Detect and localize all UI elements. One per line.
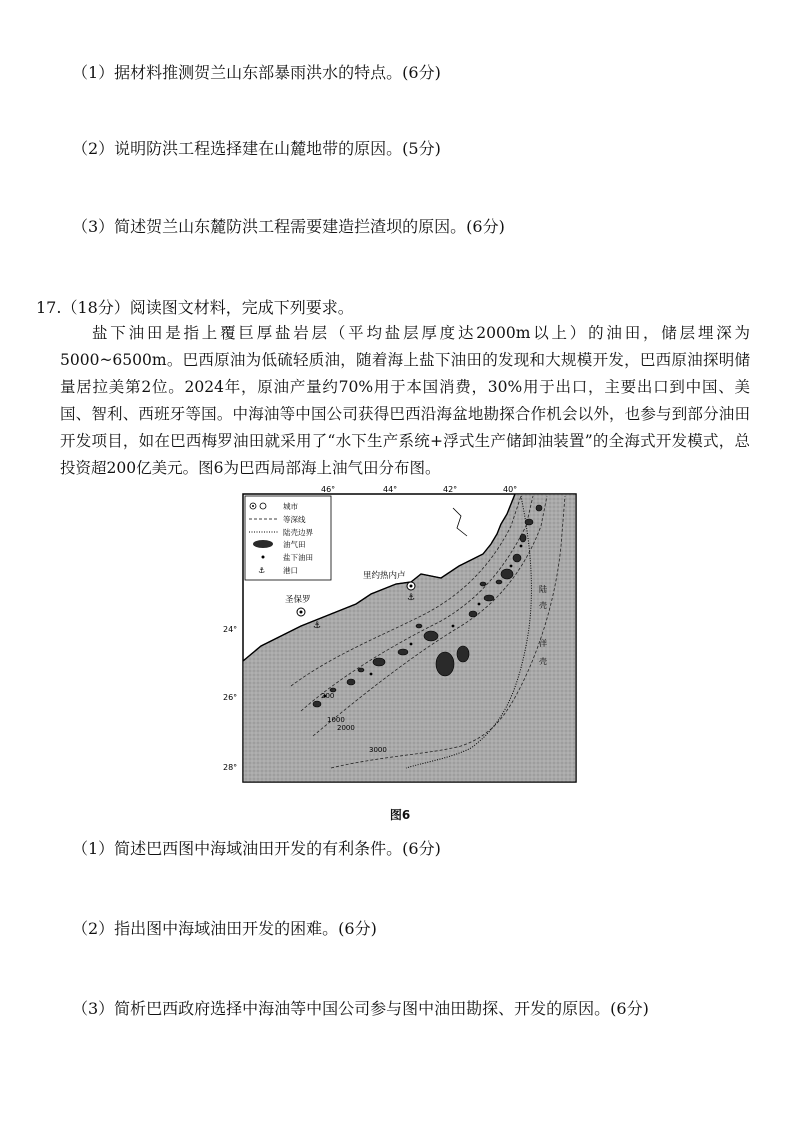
question-16-1: （1）据材料推测贺兰山东部暴雨洪水的特点。(6分)	[72, 63, 441, 82]
question-17-heading: 17.（18分）阅读图文材料，完成下列要求。	[36, 298, 354, 317]
contour-label-3000: 3000	[369, 746, 387, 754]
legend-oilfield: 油气田	[283, 540, 306, 549]
lon-label-46: 46°	[321, 486, 336, 494]
port-anchor-icon: ⚓	[407, 593, 416, 603]
question-17-3: （3）简析巴西政府选择中海油等中国公司参与图中油田勘探、开发的原因。(6分)	[72, 999, 649, 1018]
figure-6-map	[221, 486, 581, 788]
contour-label-200: 200	[321, 692, 335, 700]
lon-label-42: 42°	[443, 486, 458, 494]
crust-label-2: 壳	[539, 601, 547, 610]
legend	[245, 496, 331, 580]
legend-contour: 等深线	[283, 515, 306, 524]
question-16-2: （2）说明防洪工程选择建在山麓地带的原因。(5分)	[72, 139, 441, 158]
lon-label-40: 40°	[503, 486, 518, 494]
crust-label-1: 陆	[539, 585, 547, 594]
lat-label-28: 28°	[223, 763, 238, 772]
question-16-3: （3）简述贺兰山东麓防洪工程需要建造拦渣坝的原因。(6分)	[72, 217, 505, 236]
city-saopaulo-label: 圣保罗	[285, 595, 311, 605]
anchor-icon: ⚓	[258, 566, 266, 575]
legend-city: 城市	[283, 502, 298, 511]
lon-label-44: 44°	[383, 486, 398, 494]
question-17-2: （2）指出图中海域油田开发的困难。(6分)	[72, 919, 377, 938]
question-17-material: 盐下油田是指上覆巨厚盐岩层（平均盐层厚度达2000m以上）的油田，储层埋深为5000~6500m。巴西原油为低硫轻质油，随着海上盐下油田的发现和大规模开发，巴西原油探明储量居拉美第2位。2024年，原油产量约70%用于本国消费，30%用于出口，主要出口到中国、美国、智利、西班牙等国。中海油等中国公司获得巴西沿海盆地勘探合作机会以外，也参与到部分油田开发项目，如在巴西梅罗油田就采用了“水下生产系统+浮式生产储卸油装置”的全海式开发模式，总投资超200亿美元。图6为巴西局部海上油气田分布图。	[60, 324, 750, 477]
legend-salt-oil: 盐下油田	[283, 553, 313, 562]
port-anchor-icon: ⚓	[313, 621, 322, 631]
legend-crust: 陆壳边界	[283, 528, 313, 537]
city-rio-marker	[407, 582, 415, 590]
city-rio-label: 里约热内卢	[363, 571, 406, 581]
city-saopaulo-marker	[297, 608, 305, 616]
crust-label-4: 壳	[539, 657, 547, 666]
contour-label-2000: 2000	[337, 724, 355, 732]
legend-port: 港口	[283, 566, 298, 575]
crust-label-3: 洋	[539, 639, 547, 648]
question-17-1: （1）简述巴西图中海域油田开发的有利条件。(6分)	[72, 839, 441, 858]
lat-label-26: 26°	[223, 693, 238, 702]
figure-caption: 图6	[389, 808, 411, 822]
contour-label-1000: 1000	[327, 716, 345, 724]
lat-label-24: 24°	[223, 625, 238, 634]
